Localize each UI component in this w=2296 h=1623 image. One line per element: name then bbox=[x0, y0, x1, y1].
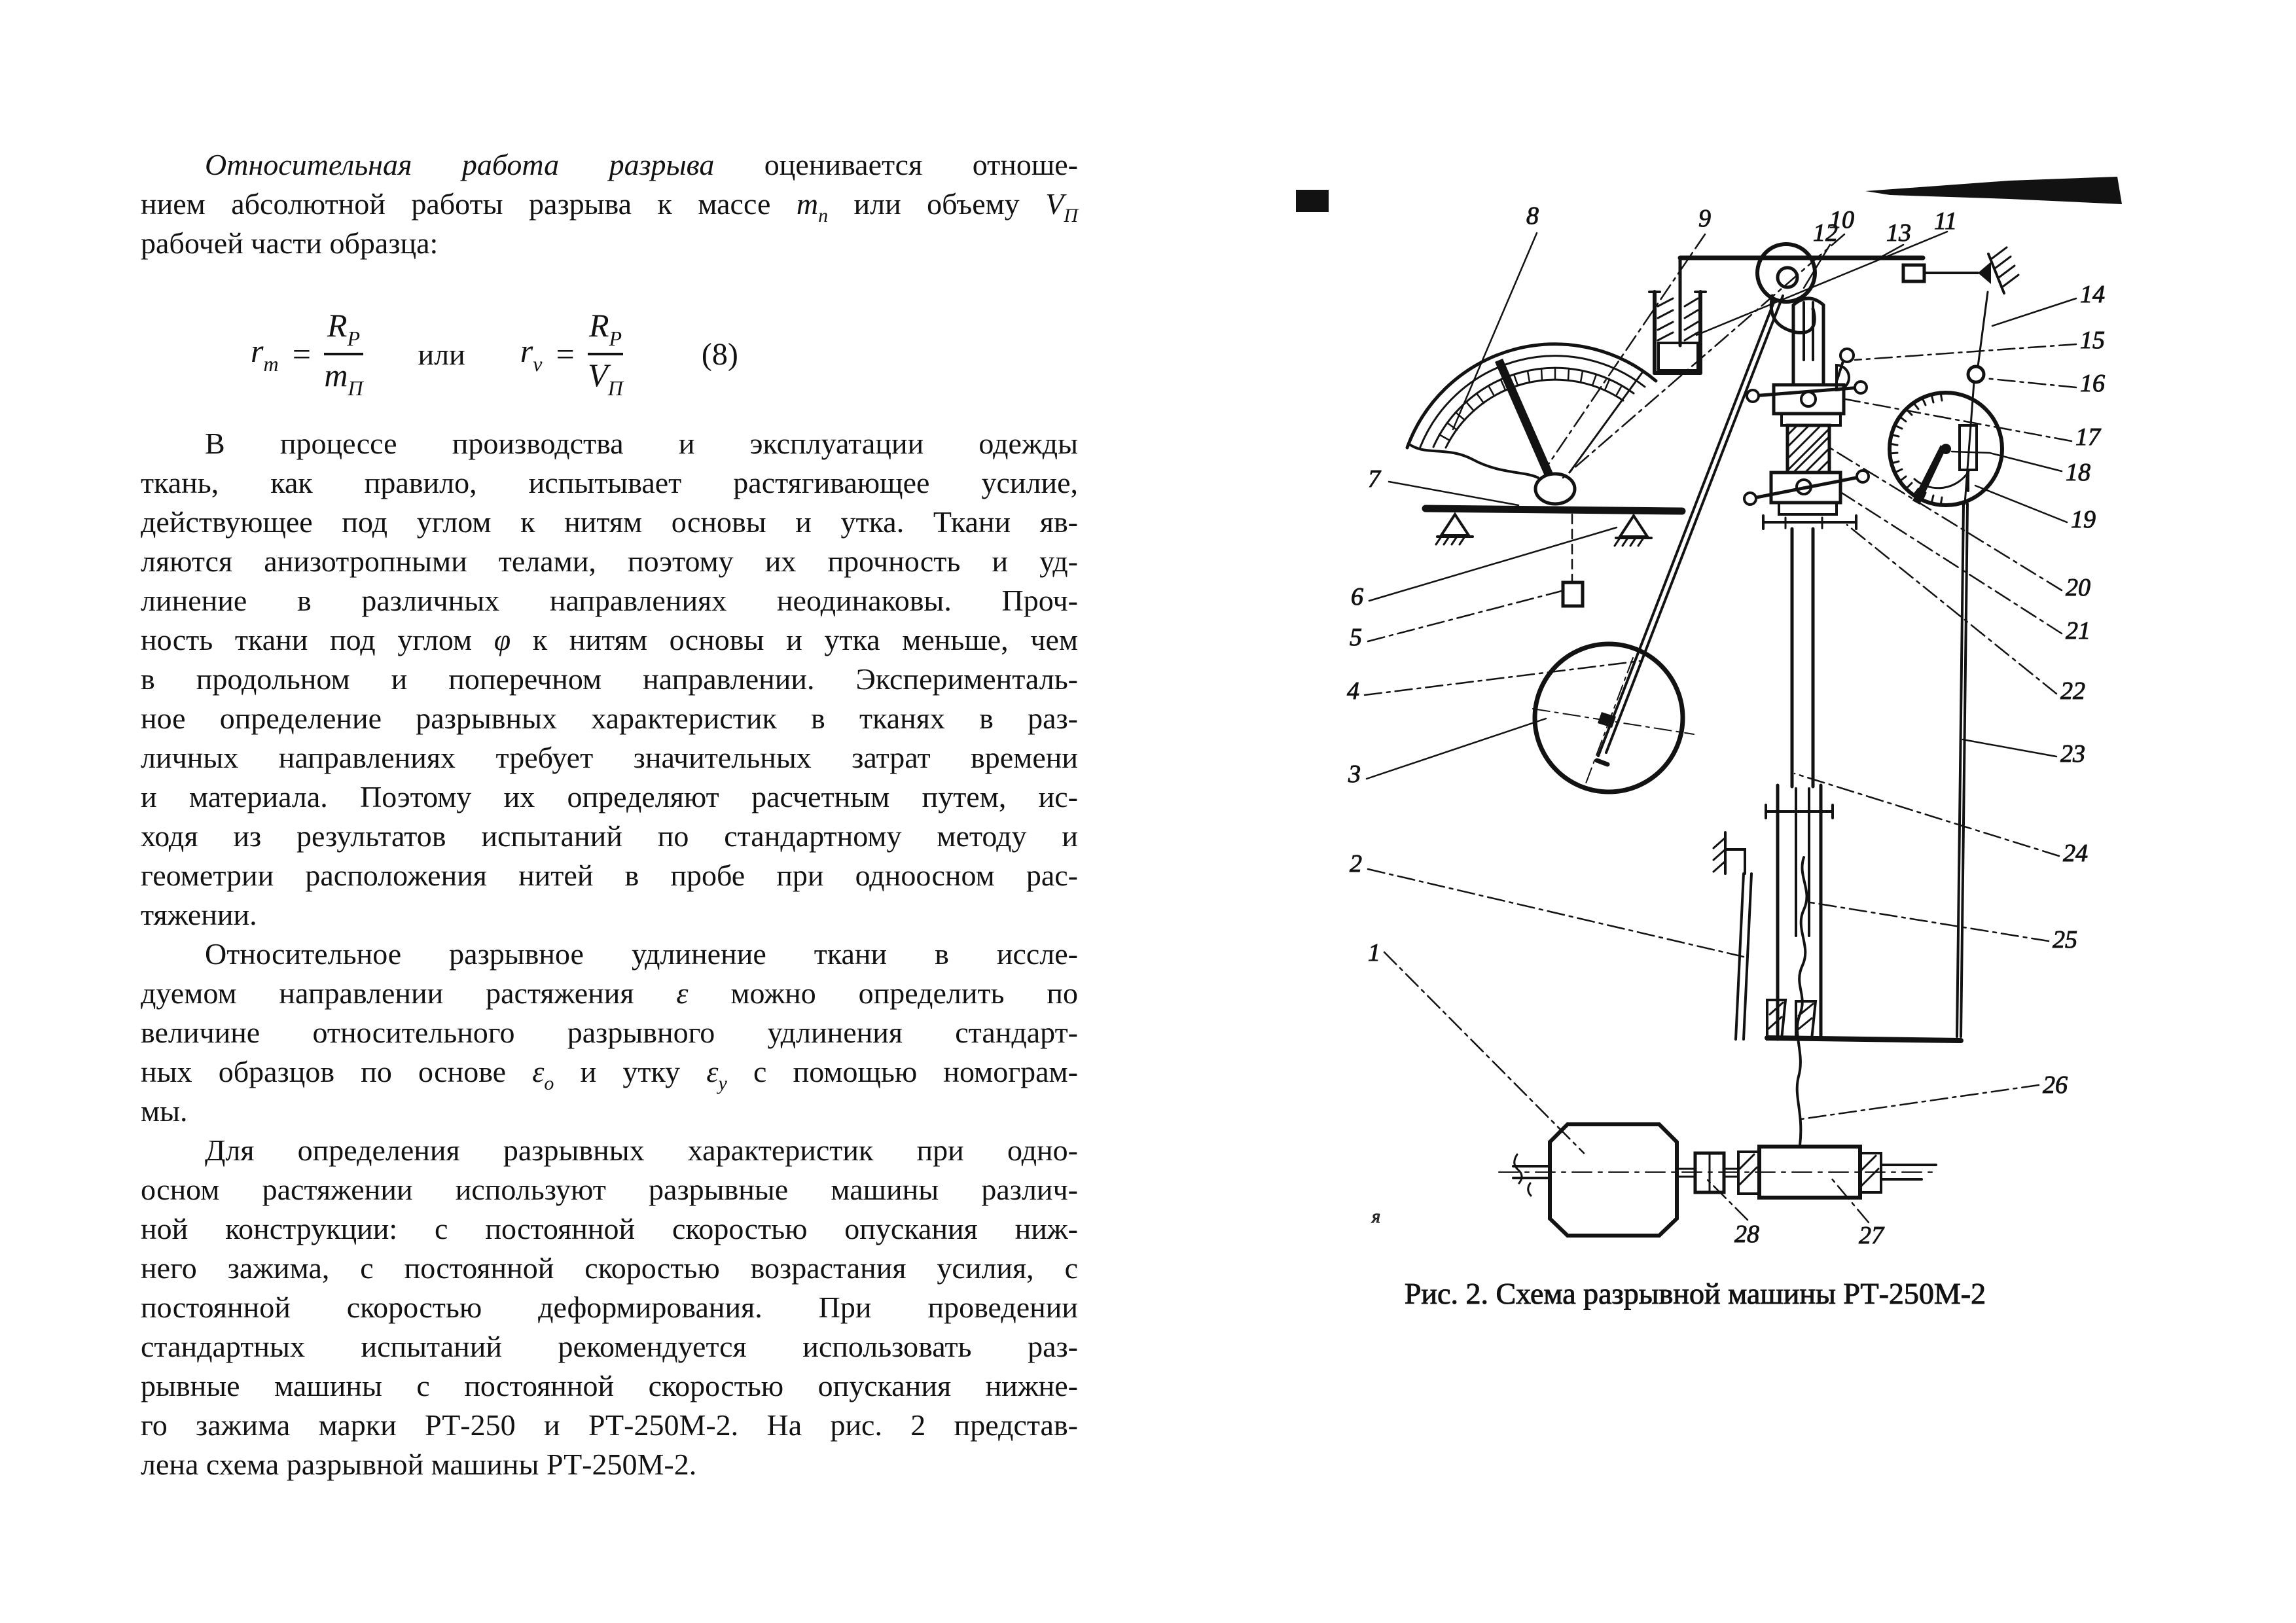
upper-clamp bbox=[1747, 382, 1867, 425]
symbol-phi: φ bbox=[493, 623, 511, 656]
text-line: рабочей части образца: bbox=[141, 226, 439, 260]
symbol-V: V bbox=[588, 357, 608, 393]
text-segment: с помощью номограм- bbox=[726, 1055, 1078, 1088]
cross-pin bbox=[1763, 516, 1856, 529]
cord bbox=[1978, 292, 1988, 366]
fraction-bar bbox=[588, 353, 623, 355]
weight bbox=[1563, 582, 1583, 606]
callout-2: 2 bbox=[1350, 850, 1362, 878]
callout-9: 9 bbox=[1698, 205, 1711, 232]
text-line: ходя из результатов испытаний по стандартному методу и bbox=[141, 819, 1078, 853]
tensile-machine-schematic bbox=[1276, 164, 2296, 1335]
callout-20: 20 bbox=[2066, 574, 2090, 601]
symbol-epsilon: ε bbox=[706, 1055, 719, 1088]
callout-15: 15 bbox=[2080, 327, 2105, 354]
cord-tensioner-bead bbox=[1968, 366, 1984, 382]
numerator bbox=[589, 308, 622, 350]
symbol-R: R bbox=[327, 307, 348, 344]
scan-artifact-letter: я bbox=[1372, 1207, 1381, 1227]
text-segment: или объему bbox=[828, 187, 1046, 221]
text-line bbox=[141, 974, 1078, 1013]
fraction-bar bbox=[324, 353, 363, 355]
text-line: ной конструкции: с постоянной скоростью опускания ниж- bbox=[141, 1212, 1078, 1245]
callout-25: 25 bbox=[2053, 926, 2077, 954]
equation-number: (8) bbox=[701, 336, 738, 372]
formula-8 bbox=[141, 285, 1078, 423]
text-line: лена схема разрывной машины РТ-250М-2. bbox=[141, 1448, 697, 1481]
pendulum-body bbox=[1410, 445, 1538, 478]
symbol-epsilon: ε bbox=[676, 976, 689, 1010]
shaft-squiggle bbox=[1528, 1183, 1531, 1196]
knife-edge-support bbox=[1615, 516, 1651, 546]
sector-scale bbox=[1407, 344, 1656, 504]
text-line: личных направлениях требует значительных затрат времени bbox=[141, 741, 1078, 774]
callout-12: 12 bbox=[1813, 219, 1838, 247]
subscript: П bbox=[607, 376, 623, 400]
callout-3: 3 bbox=[1348, 760, 1361, 788]
callout-10: 10 bbox=[1829, 206, 1854, 234]
subscript: P bbox=[347, 327, 360, 351]
text-segment: к нитям основы и утка меньше, чем bbox=[511, 623, 1078, 656]
subscript: у bbox=[718, 1073, 727, 1094]
text-segment: ных образцов по основе bbox=[141, 1055, 533, 1088]
text-line bbox=[141, 185, 1078, 224]
equals-sign: = bbox=[554, 336, 577, 372]
text-segment: ность ткани под углом bbox=[141, 623, 494, 656]
callout-19: 19 bbox=[2071, 506, 2096, 533]
callout-16: 16 bbox=[2080, 370, 2105, 397]
callout-18: 18 bbox=[2066, 459, 2090, 486]
text-line: геометрии расположения нитей в пробе при одноосном рас- bbox=[141, 859, 1078, 892]
equals-sign: = bbox=[290, 336, 313, 372]
lower-clamp bbox=[1744, 471, 1869, 514]
paragraph-1 bbox=[141, 145, 1078, 263]
paragraph-4 bbox=[141, 1131, 1078, 1484]
subscript: п bbox=[818, 205, 829, 226]
scan-artifact-black-square bbox=[1296, 190, 1329, 212]
subscript: П bbox=[1064, 205, 1078, 226]
text-line: тяжении. bbox=[141, 898, 257, 931]
subscript: П bbox=[348, 376, 363, 400]
callout-6: 6 bbox=[1351, 583, 1363, 611]
symbol-r: r bbox=[520, 332, 533, 369]
subscript: v bbox=[533, 352, 543, 376]
symbol-R: R bbox=[588, 307, 609, 344]
callout-26: 26 bbox=[2043, 1071, 2068, 1099]
text-line: и материала. Поэтому их определяют расчетным путем, ис- bbox=[141, 780, 1078, 813]
frame-bottom bbox=[1767, 1000, 1961, 1041]
italic-lead-phrase: Относительная работа разрыва bbox=[205, 148, 715, 181]
formula-lhs bbox=[251, 332, 279, 376]
rod-tip bbox=[1597, 760, 1607, 764]
dial-needle bbox=[1912, 445, 1946, 505]
subscript: m bbox=[263, 352, 279, 376]
text-line: ляются анизотропными телами, поэтому их прочность и уд- bbox=[141, 544, 1078, 578]
text-line: Для определения разрывных характеристик при одно- bbox=[205, 1133, 1078, 1167]
callout-13: 13 bbox=[1886, 219, 1911, 247]
callout-5: 5 bbox=[1350, 624, 1362, 651]
text-line: стандартных испытаний рекомендуется использовать раз- bbox=[141, 1330, 1078, 1363]
scan-artifact-smudge bbox=[1865, 177, 2122, 204]
text-line: мы. bbox=[141, 1094, 188, 1128]
text-segment: и утку bbox=[554, 1055, 707, 1088]
callout-1: 1 bbox=[1368, 939, 1380, 967]
text-line: действующее под углом к нитям основы и утка. Ткани яв- bbox=[141, 505, 1078, 539]
callout-17: 17 bbox=[2075, 423, 2100, 451]
symbol-V: V bbox=[1045, 187, 1064, 221]
stand-column bbox=[1713, 832, 1751, 1039]
knife-edge-support bbox=[1436, 514, 1473, 544]
text-line bbox=[141, 1052, 1078, 1092]
or-word: или bbox=[418, 337, 465, 371]
slider-weight bbox=[1903, 265, 1924, 281]
text-line: осном растяжении используют разрывные машины различ- bbox=[141, 1173, 1078, 1206]
text-line bbox=[141, 620, 1078, 660]
text-segment: дуемом направлении растяжения bbox=[141, 976, 677, 1010]
callout-4: 4 bbox=[1347, 677, 1359, 705]
formula-lhs bbox=[520, 332, 543, 376]
symbol-m: m bbox=[324, 357, 348, 393]
callout-8: 8 bbox=[1526, 202, 1539, 230]
callout-27: 27 bbox=[1859, 1222, 1884, 1249]
upper-clamp-stem bbox=[1793, 298, 1823, 385]
symbol-r: r bbox=[251, 332, 264, 369]
text-segment: можно определить по bbox=[688, 976, 1078, 1010]
symbol-m: m bbox=[796, 187, 819, 221]
text-line: линение в различных направлениях неодинаковы. Проч- bbox=[141, 584, 1078, 617]
callout-23: 23 bbox=[2060, 740, 2085, 768]
callout-11: 11 bbox=[1934, 207, 1958, 235]
subscript: о bbox=[544, 1073, 554, 1094]
denominator bbox=[324, 358, 363, 400]
callout-21: 21 bbox=[2066, 617, 2090, 645]
text-line: величине относительного разрывного удлинения стандарт- bbox=[141, 1016, 1078, 1049]
wall-anchor-top bbox=[1978, 247, 2018, 293]
numerator bbox=[327, 308, 360, 350]
pendulum-pivot bbox=[1535, 474, 1575, 504]
paragraph-2 bbox=[141, 424, 1078, 935]
text-line: постоянной скоростью деформирования. При проведении bbox=[141, 1291, 1078, 1324]
callout-22: 22 bbox=[2060, 677, 2085, 705]
text-line: ное определение разрывных характеристик в тканях в раз- bbox=[141, 702, 1078, 735]
dial-indicator bbox=[1890, 393, 2002, 505]
text-line: В процессе производства и эксплуатации одежды bbox=[205, 427, 1078, 460]
text-line: в продольном и поперечном направлении. Эксперименталь- bbox=[141, 662, 1078, 696]
text-line: рывные машины с постоянной скоростью опускания нижне- bbox=[141, 1369, 1078, 1402]
fraction bbox=[588, 308, 623, 399]
figure-caption: Рис. 2. Схема разрывной машины РТ-250М-2 bbox=[1404, 1277, 1986, 1310]
callout-14: 14 bbox=[2080, 281, 2105, 308]
lever bbox=[1426, 508, 1682, 511]
paragraph-3 bbox=[141, 935, 1078, 1131]
callout-24: 24 bbox=[2063, 840, 2088, 867]
liquid-hatching bbox=[1658, 298, 1698, 340]
text-line: него зажима, с постоянной скоростью возрастания усилия, с bbox=[141, 1251, 1078, 1285]
text-line: Относительное разрывное удлинение ткани в иссле- bbox=[205, 937, 1078, 971]
figure-2-diagram bbox=[1276, 164, 2296, 1335]
text-segment: нием абсолютной работы разрыва к массе bbox=[141, 187, 797, 221]
text-line: ткань, как правило, испытывает растягивающее усилие, bbox=[141, 466, 1078, 499]
fraction bbox=[324, 308, 363, 399]
callout-28: 28 bbox=[1734, 1221, 1759, 1248]
text-segment: оценивается отноше- bbox=[714, 148, 1078, 181]
text-line bbox=[141, 145, 1078, 185]
text-line: го зажима марки РТ-250 и РТ-250М-2. На рис. 2 представ- bbox=[141, 1408, 1078, 1442]
symbol-epsilon: ε bbox=[532, 1055, 545, 1088]
callout-7: 7 bbox=[1368, 465, 1380, 493]
denominator bbox=[588, 358, 623, 400]
lead-screw bbox=[1787, 425, 1829, 473]
subscript: P bbox=[609, 327, 622, 351]
electric-motor bbox=[1513, 1124, 1677, 1236]
